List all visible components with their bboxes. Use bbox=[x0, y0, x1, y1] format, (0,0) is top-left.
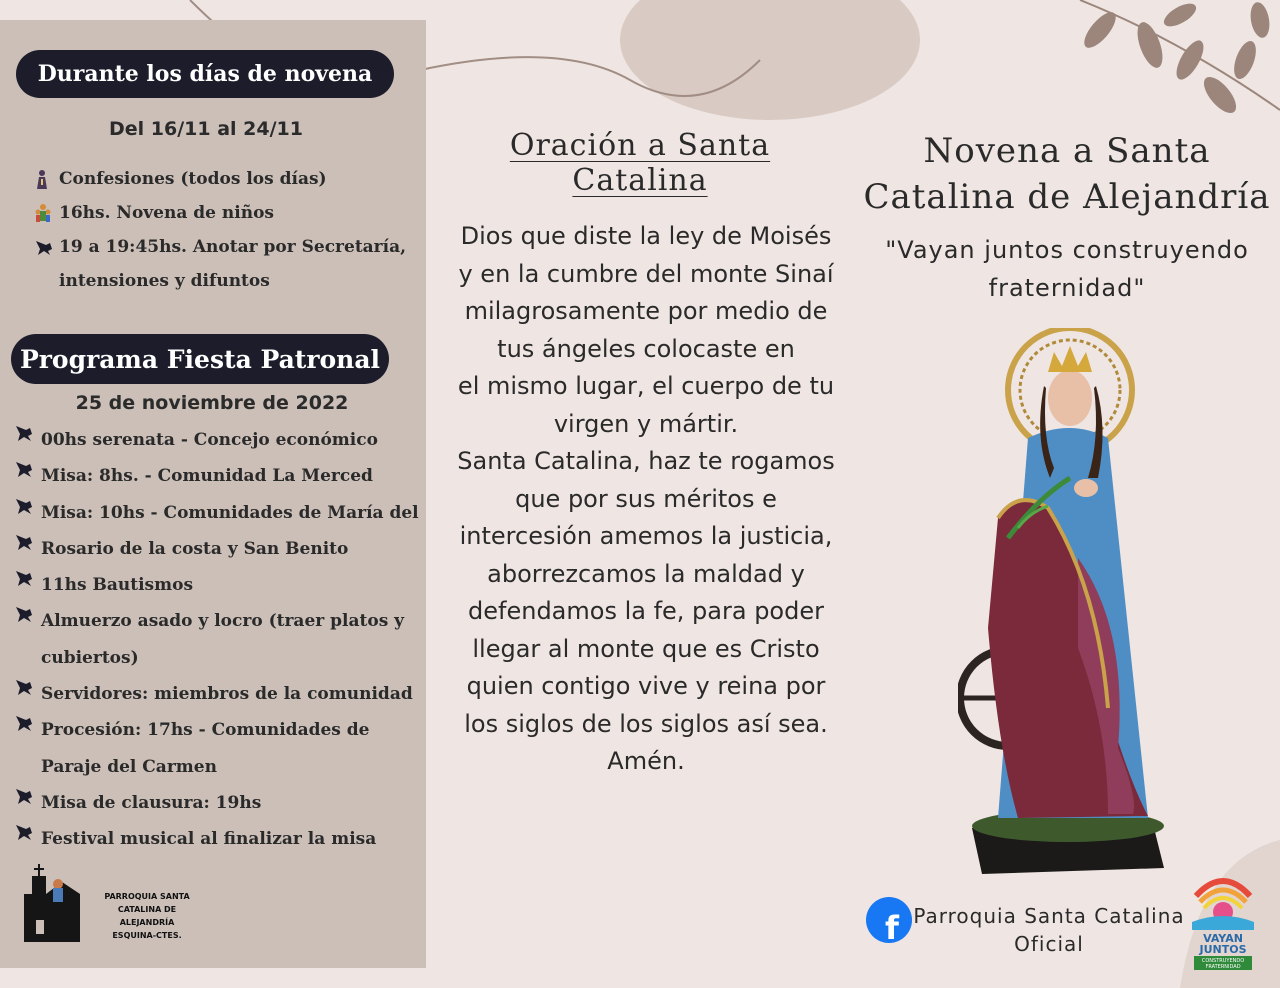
motto-quote bbox=[862, 231, 1272, 307]
facebook-page-name[interactable] bbox=[912, 902, 1186, 958]
list-item bbox=[14, 712, 426, 748]
facebook-icon[interactable] bbox=[866, 897, 912, 943]
prayer-line: intercesión amemos la justicia, bbox=[459, 522, 833, 550]
novena-dates: Del 16/11 al 24/11 bbox=[109, 118, 303, 140]
prayer-line: y en la cumbre del monte Sinaí bbox=[458, 259, 834, 288]
list-item-text: 19 a 19:45hs. Anotar por Secretaría, bbox=[59, 237, 407, 257]
fiesta-date: 25 de noviembre de 2022 bbox=[75, 392, 349, 414]
list-item-text: Misa: 10hs - Comunidades de María del bbox=[41, 502, 419, 523]
pin-icon bbox=[14, 424, 36, 442]
prayer-line: los siglos de los siglos así sea. bbox=[464, 709, 828, 738]
list-item-text: Servidores: miembros de la comunidad bbox=[41, 684, 413, 705]
list-item-text: 00hs serenata - Concejo económico bbox=[41, 430, 378, 450]
prayer-line: llegar al monte que es Cristo bbox=[472, 634, 820, 663]
list-item-text: Paraje del Carmen bbox=[41, 756, 217, 777]
list-item bbox=[14, 749, 426, 785]
list-item bbox=[34, 230, 414, 264]
prayer-line: tus ángeles colocaste en bbox=[497, 334, 795, 363]
parish-logo-text bbox=[92, 890, 202, 942]
list-item bbox=[14, 567, 426, 603]
vayan-logo-line: JUNTOS bbox=[1199, 943, 1247, 956]
list-item bbox=[14, 785, 426, 821]
prayer-line: que por sus méritos e bbox=[515, 484, 777, 513]
vayan-logo-line: FRATERNIDAD bbox=[1205, 964, 1241, 970]
list-item bbox=[34, 162, 414, 196]
list-item bbox=[14, 821, 426, 857]
facebook-line: Parroquia Santa Catalina bbox=[913, 904, 1185, 928]
novena-list bbox=[34, 162, 414, 298]
top-blob-shape bbox=[620, 0, 920, 120]
prayer-line: Amén. bbox=[607, 747, 685, 775]
leaf-branch-icon bbox=[1079, 0, 1280, 118]
prayer-line: aborrezcamos la maldad y bbox=[487, 559, 805, 588]
prayer-line: milagrosamente por medio de bbox=[464, 297, 828, 325]
novena-header: Durante los días de novena bbox=[16, 50, 394, 98]
vayan-logo-line: CONSTRUYENDO bbox=[1201, 958, 1245, 964]
list-item-text: Rosario de la costa y San Benito bbox=[41, 538, 349, 559]
list-item bbox=[14, 422, 426, 458]
quote-line: "Vayan juntos construyendo bbox=[885, 236, 1249, 264]
list-item-text: 16hs. Novena de niños bbox=[59, 203, 274, 223]
title-line: Catalina de Alejandría bbox=[863, 177, 1271, 217]
list-item-text: Festival musical al finalizar la misa bbox=[41, 829, 377, 850]
novena-title bbox=[862, 128, 1272, 220]
list-item bbox=[14, 531, 426, 567]
list-item-text: intensiones y difuntos bbox=[59, 271, 270, 291]
parish-logo-line: PARROQUIA SANTA bbox=[104, 892, 190, 901]
facebook-line: Oficial bbox=[1014, 932, 1084, 956]
pin-icon bbox=[14, 714, 36, 732]
pin-icon bbox=[14, 823, 36, 841]
pin-icon bbox=[14, 569, 36, 587]
prayer-line: defendamos la fe, para poder bbox=[468, 597, 824, 625]
list-item-text: Confesiones (todos los días) bbox=[59, 169, 327, 189]
list-item bbox=[14, 603, 426, 639]
list-item-text: Procesión: 17hs - Comunidades de bbox=[41, 720, 370, 741]
fiesta-list bbox=[14, 422, 426, 858]
pin-icon bbox=[14, 497, 36, 515]
prayer-line: Dios que diste la ley de Moisés bbox=[460, 222, 832, 250]
list-item-text: Misa de clausura: 19hs bbox=[41, 792, 262, 813]
list-item bbox=[14, 676, 426, 712]
parish-logo-line: CATALINA DE ALEJANDRÍA bbox=[117, 905, 177, 927]
vayan-juntos-logo-icon bbox=[1188, 872, 1258, 972]
prayer-line: el mismo lugar, el cuerpo de tu bbox=[457, 372, 835, 400]
prayer-line: quien contigo vive y reina por bbox=[466, 672, 826, 700]
facebook-letter: f bbox=[885, 909, 899, 943]
list-item bbox=[14, 495, 426, 531]
prayer-line: virgen y mártir. bbox=[553, 409, 739, 438]
prayer-text bbox=[440, 218, 852, 781]
quote-line: fraternidad" bbox=[988, 274, 1146, 302]
list-item bbox=[34, 196, 414, 230]
list-item-text: Misa: 8hs. - Comunidad La Merced bbox=[41, 466, 373, 487]
pin-icon bbox=[14, 605, 36, 623]
list-item bbox=[14, 640, 426, 676]
title-line: Novena a Santa bbox=[923, 131, 1211, 171]
parish-logo-line: ESQUINA-CTES. bbox=[112, 931, 182, 940]
list-item-text: cubiertos) bbox=[41, 647, 139, 668]
fiesta-header: Programa Fiesta Patronal bbox=[11, 334, 389, 384]
vayan-logo-line: VAYAN bbox=[1203, 932, 1243, 945]
prayer-line: Santa Catalina, haz te rogamos bbox=[457, 447, 835, 475]
prayer-title: Oración a Santa Catalina bbox=[509, 128, 771, 198]
list-item bbox=[34, 264, 414, 298]
pin-icon bbox=[14, 533, 36, 551]
pin-icon bbox=[14, 787, 36, 805]
list-item-text: 11hs Bautismos bbox=[41, 575, 194, 596]
saint-catherine-statue-image bbox=[958, 328, 1174, 890]
list-item bbox=[14, 458, 426, 494]
list-item-text: Almuerzo asado y locro (traer platos y bbox=[41, 611, 405, 632]
pin-icon bbox=[14, 460, 36, 478]
pin-icon bbox=[14, 678, 36, 696]
